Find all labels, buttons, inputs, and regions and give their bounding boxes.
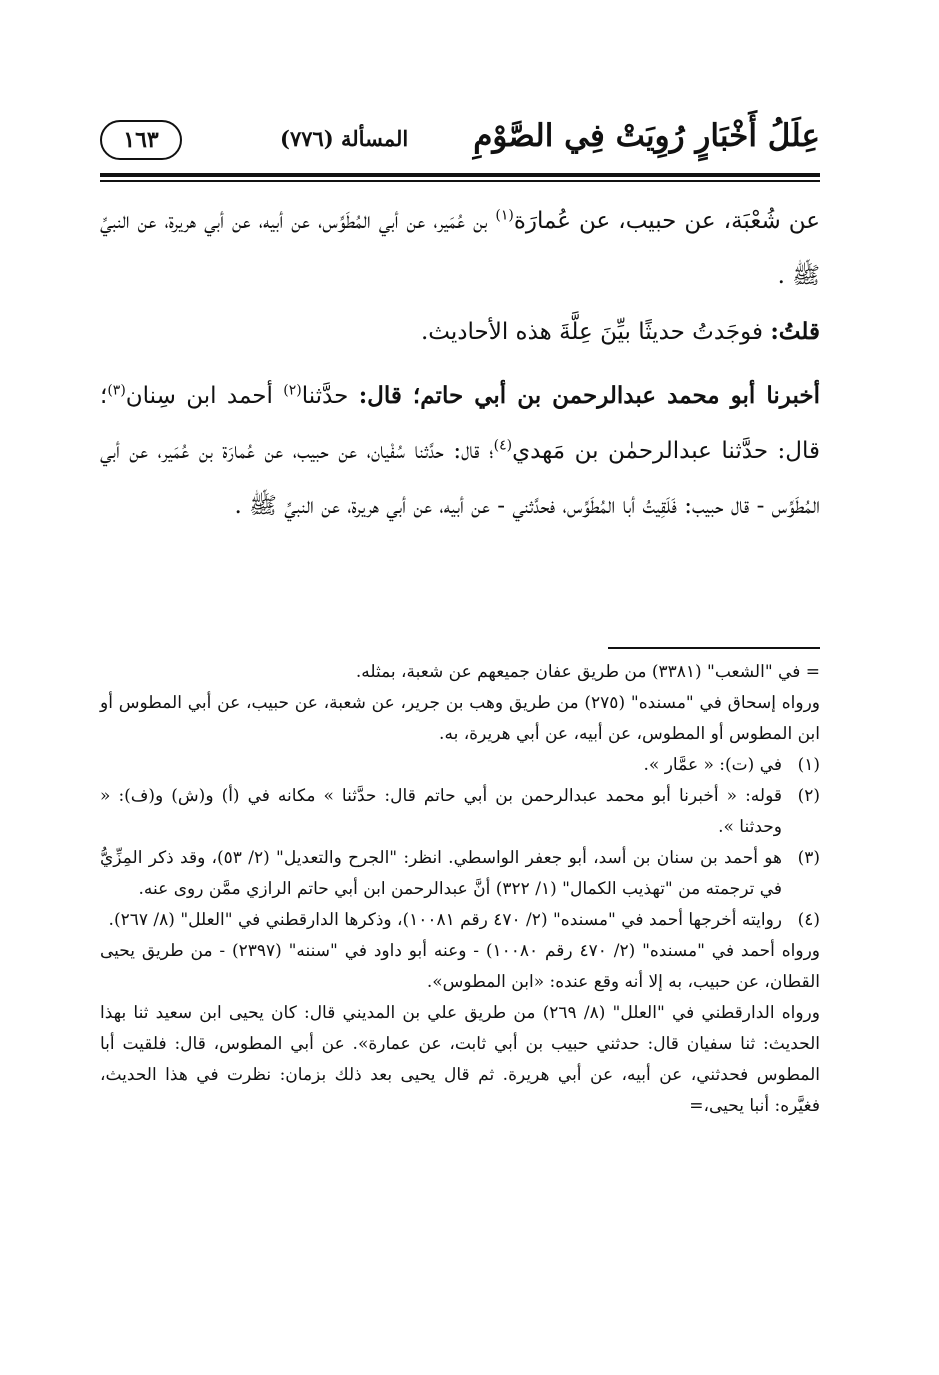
paragraph-isnad-1: عن شُعْبَة، عن حبيب، عن عُمارَة$^{(١)}$ بن عُمَير، عن أبي المُطَوِّس، عن أبيه، عن أبي هريرة، عن النبيِّ ﷺ . [100,207,821,289]
book-title: عِلَلُ أَخْبَارٍ رُوِيَتْ فِي الصَّوْمِ [473,118,820,154]
footnote-2 [100,781,820,843]
main-text [100,194,820,534]
footnote-ref-1: (١) [495,207,514,224]
footnote-text: قوله: « أخبرنا أبو محمد عبدالرحمن بن أبي حاتم قال: حدَّثنا » مكانه في (أ) و(ش) و(ف): « وحدثنا ». [100,786,782,837]
footnote-ref-4: (٤) [493,437,513,454]
footnote-text: هو أحمد بن سنان بن أسد، أبو جعفر الواسطي. انظر: "الجرح والتعديل" (٢/ ٥٣)، وقد ذكر المِزِّيُّ في ترجمته من "تهذيب الكمال" (١/ ٣٢٢) أنَّ عبدالرحمن ابن أبي حاتم الرازي ممَّن روى عنه. [100,848,782,899]
footnote-continued-1: = في "الشعب" (٣٣٨١) من طريق عفان جميعهم عن شعبة، بمثله. [355,662,820,682]
footnote-number: (٢) [797,786,820,806]
running-header [100,112,820,172]
footnote-4 [100,905,820,936]
footnote-number: (٤) [797,910,820,930]
page-number: ١٦٣ [100,120,182,160]
footnote-text: في (ت): « عمَّار ». [643,755,782,775]
footnotes [100,657,820,1122]
footnote-text: روايته أخرجها أحمد في "مسنده" (٢/ ٤٧٠ رقم ١٠٠٨١)، وذكرها الدارقطني في "العلل" (٨/ ٢٦٧). [108,910,782,930]
footnote-continued-2: ورواه إسحاق في "مسنده" (٢٧٥) من طريق وهب بن جرير، عن شعبة، عن حبيب، عن أبي المطوس أو ابن المطوس أو المطوس، عن أبيه، عن أبي هريرة، به. [100,693,821,744]
footnote-ref-2: (٢) [283,382,302,399]
footnote-4-continued-2: ورواه الدارقطني في "العلل" (٨/ ٢٦٩) من طريق علي بن المديني قال: كان يحيى ابن سعيد ثنا بهذا الحديث: ثنا سفيان قال: حدثني حبيب بن أبي ثابت، عن عمارة». عن أبي المطوس، قال: فلقيت أبا المطوس فحدثني، عن أبيه، عن أبي هريرة. ثم قال يحيى بعد ذلك بزمان: نظرت في هذا الحديث، فغيَّره: أنبا يحيى،= [100,1003,820,1116]
header-rule-thin [100,180,820,182]
footnote-3 [100,843,820,905]
paragraph-qult: قلتُ: فوجَدتُ حديثًا بيِّنَ عِلَّةَ هذه الأحاديث. [420,318,820,345]
footnote-1 [100,750,820,781]
header-rule-thick [100,173,820,177]
footnote-ref-3: (٣) [107,382,126,399]
qult-label: قلتُ: [770,318,820,345]
paragraph-isnad-2: أخبرنا أبو محمد عبدالرحمن بن أبي حاتم؛ قال: حدَّثنا$^{(٢)}$ أحمد ابن سِنان$^{(٣)}$؛ قال: حدَّثنا عبدالرحمٰن بن مَهدي$^{(٤)}$؛ قال: حدَّثنا سُفْيان، عن حبيب، عن عُمارَة بن عُمَير، عن أبي المُطَوِّس - قال حبيب: فَلَقِيتُ أبا المُطَوِّس، فحدَّثني - عن أبيه، عن أبي هريرة، عن النبيِّ ﷺ . [100,382,821,519]
footnote-4-continued-1: ورواه أحمد في "مسنده" (٢/ ٤٧٠ رقم ١٠٠٨٠) - وعنه أبو داود في "سننه" (٢٣٩٧) - من طريق يحيى القطان، عن حبيب، به إلا أنه وقع عنده: «ابن المطوس». [100,941,820,992]
footnote-number: (٣) [797,848,820,868]
footnote-separator [608,647,820,649]
issue-label: المسألة (٧٧٦) [280,126,409,151]
footnote-number: (١) [797,755,820,775]
